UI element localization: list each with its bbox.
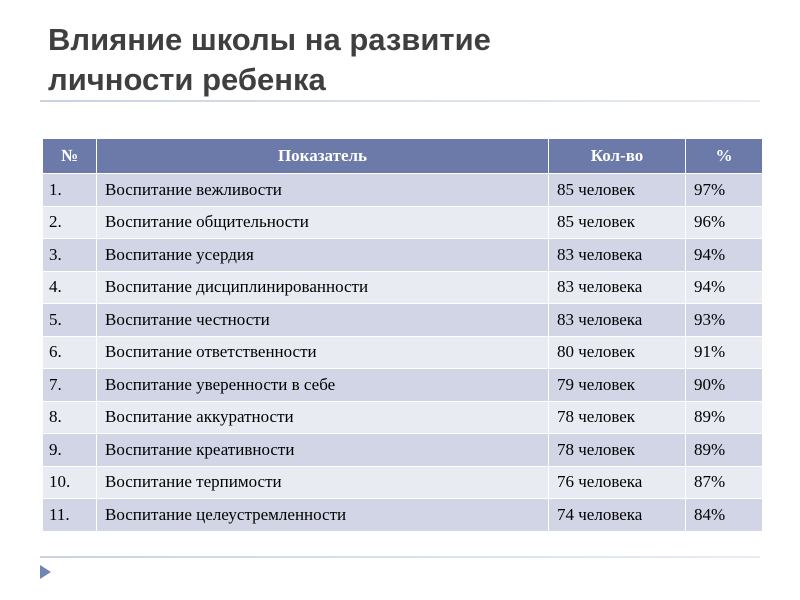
table-row: [43, 499, 763, 532]
bottom-divider: [40, 556, 760, 558]
cell-number: 6.: [43, 336, 97, 369]
table-row: [43, 206, 763, 239]
cell-indicator: Воспитание усердия: [97, 239, 549, 272]
table-row: [43, 239, 763, 272]
header-count: Кол-во: [549, 139, 686, 174]
cell-percent: 94%: [686, 239, 763, 272]
header-number: №: [43, 139, 97, 174]
cell-percent: 87%: [686, 466, 763, 499]
cell-percent: 90%: [686, 369, 763, 402]
cell-percent: 94%: [686, 271, 763, 304]
cell-number: 11.: [43, 499, 97, 532]
slide-title: [48, 20, 491, 100]
cell-indicator: Воспитание общительности: [97, 206, 549, 239]
cell-count: 79 человек: [549, 369, 686, 402]
cell-number: 9.: [43, 434, 97, 467]
table-row: [43, 271, 763, 304]
cell-percent: 97%: [686, 174, 763, 207]
table-row: [43, 466, 763, 499]
cell-indicator: Воспитание честности: [97, 304, 549, 337]
cell-percent: 91%: [686, 336, 763, 369]
cell-count: 80 человек: [549, 336, 686, 369]
cell-count: 85 человек: [549, 174, 686, 207]
table-row: [43, 304, 763, 337]
cell-count: 83 человека: [549, 271, 686, 304]
cell-count: 83 человека: [549, 304, 686, 337]
triangle-arrow-icon: [40, 565, 51, 579]
table-row: [43, 174, 763, 207]
cell-number: 8.: [43, 401, 97, 434]
cell-percent: 89%: [686, 434, 763, 467]
cell-count: 83 человека: [549, 239, 686, 272]
cell-indicator: Воспитание терпимости: [97, 466, 549, 499]
cell-indicator: Воспитание аккуратности: [97, 401, 549, 434]
cell-indicator: Воспитание ответственности: [97, 336, 549, 369]
top-divider: [40, 100, 760, 102]
cell-number: 10.: [43, 466, 97, 499]
table-row: [43, 434, 763, 467]
slide-title-line-2: личности ребенка: [48, 62, 326, 97]
results-table: [42, 138, 763, 532]
cell-indicator: Воспитание вежливости: [97, 174, 549, 207]
table-row: [43, 369, 763, 402]
cell-percent: 84%: [686, 499, 763, 532]
cell-number: 3.: [43, 239, 97, 272]
table-row: [43, 401, 763, 434]
header-indicator: Показатель: [97, 139, 549, 174]
cell-percent: 93%: [686, 304, 763, 337]
cell-number: 2.: [43, 206, 97, 239]
table-row: [43, 336, 763, 369]
cell-percent: 96%: [686, 206, 763, 239]
cell-indicator: Воспитание уверенности в себе: [97, 369, 549, 402]
cell-number: 7.: [43, 369, 97, 402]
cell-count: 85 человек: [549, 206, 686, 239]
cell-count: 78 человек: [549, 434, 686, 467]
cell-percent: 89%: [686, 401, 763, 434]
slide-title-line-1: Влияние школы на развитие: [48, 22, 491, 57]
header-percent: %: [686, 139, 763, 174]
cell-number: 1.: [43, 174, 97, 207]
cell-number: 5.: [43, 304, 97, 337]
cell-indicator: Воспитание креативности: [97, 434, 549, 467]
cell-count: 78 человек: [549, 401, 686, 434]
cell-number: 4.: [43, 271, 97, 304]
cell-indicator: Воспитание дисциплинированности: [97, 271, 549, 304]
cell-count: 74 человека: [549, 499, 686, 532]
cell-count: 76 человека: [549, 466, 686, 499]
cell-indicator: Воспитание целеустремленности: [97, 499, 549, 532]
table-header-row: [43, 139, 763, 174]
